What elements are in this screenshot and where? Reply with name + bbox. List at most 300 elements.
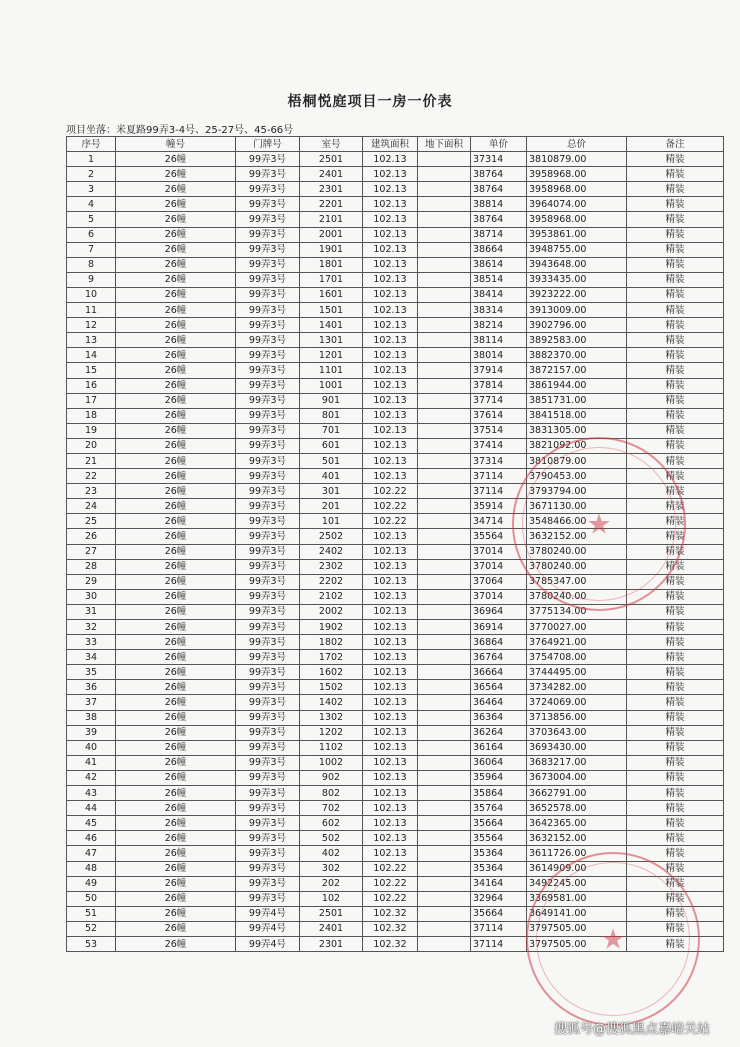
cell-remark: 精装 xyxy=(627,680,724,695)
cell-building: 26幢 xyxy=(116,740,236,755)
cell-unit-price: 35664 xyxy=(471,906,527,921)
cell-building: 26幢 xyxy=(116,453,236,468)
cell-building: 26幢 xyxy=(116,665,236,680)
cell-unit-price: 35364 xyxy=(471,861,527,876)
cell-remark: 精装 xyxy=(627,167,724,182)
cell-remark: 精装 xyxy=(627,665,724,680)
cell-basement-area xyxy=(418,725,471,740)
cell-remark: 精装 xyxy=(627,650,724,665)
cell-basement-area xyxy=(418,257,471,272)
cell-basement-area xyxy=(418,272,471,287)
cell-unit-price: 38714 xyxy=(471,227,527,242)
cell-unit-price: 37064 xyxy=(471,574,527,589)
table-row xyxy=(67,725,724,740)
cell-area: 102.22 xyxy=(363,876,418,891)
cell-basement-area xyxy=(418,242,471,257)
cell-room: 1301 xyxy=(300,333,363,348)
cell-building: 26幢 xyxy=(116,725,236,740)
cell-total-price: 3713856.00 xyxy=(527,710,627,725)
page-title: 梧桐悦庭项目一房一价表 xyxy=(287,94,453,110)
cell-building: 26幢 xyxy=(116,786,236,801)
cell-remark: 精装 xyxy=(627,620,724,635)
cell-building: 26幢 xyxy=(116,831,236,846)
cell-room: 502 xyxy=(300,831,363,846)
cell-room: 202 xyxy=(300,876,363,891)
cell-unit-price: 38514 xyxy=(471,272,527,287)
cell-remark: 精装 xyxy=(627,861,724,876)
cell-room: 1401 xyxy=(300,318,363,333)
cell-area: 102.13 xyxy=(363,831,418,846)
cell-remark: 精装 xyxy=(627,408,724,423)
cell-basement-area xyxy=(418,846,471,861)
cell-room: 2301 xyxy=(300,182,363,197)
cell-basement-area xyxy=(418,529,471,544)
table-row xyxy=(67,423,724,438)
cell-room: 2102 xyxy=(300,589,363,604)
table-row xyxy=(67,650,724,665)
cell-remark: 精装 xyxy=(627,499,724,514)
cell-basement-area xyxy=(418,287,471,302)
cell-total-price: 3770027.00 xyxy=(527,620,627,635)
cell-door-number: 99弄3号 xyxy=(236,257,300,272)
cell-building: 26幢 xyxy=(116,438,236,453)
table-row xyxy=(67,303,724,318)
cell-basement-area xyxy=(418,589,471,604)
cell-building: 26幢 xyxy=(116,544,236,559)
table-row xyxy=(67,861,724,876)
cell-building: 26幢 xyxy=(116,906,236,921)
table-row xyxy=(67,620,724,635)
cell-area: 102.13 xyxy=(363,529,418,544)
cell-total-price: 3958968.00 xyxy=(527,167,627,182)
cell-unit-price: 37014 xyxy=(471,559,527,574)
cell-basement-area xyxy=(418,936,471,951)
cell-area: 102.32 xyxy=(363,921,418,936)
cell-index: 10 xyxy=(67,287,116,302)
cell-room: 2002 xyxy=(300,604,363,619)
cell-unit-price: 37714 xyxy=(471,393,527,408)
cell-door-number: 99弄3号 xyxy=(236,544,300,559)
cell-basement-area xyxy=(418,303,471,318)
cell-room: 2201 xyxy=(300,197,363,212)
cell-basement-area xyxy=(418,499,471,514)
cell-basement-area xyxy=(418,740,471,755)
table-row xyxy=(67,695,724,710)
cell-area: 102.13 xyxy=(363,846,418,861)
cell-unit-price: 38414 xyxy=(471,287,527,302)
cell-building: 26幢 xyxy=(116,272,236,287)
cell-room: 801 xyxy=(300,408,363,423)
cell-basement-area xyxy=(418,348,471,363)
cell-building: 26幢 xyxy=(116,680,236,695)
cell-remark: 精装 xyxy=(627,846,724,861)
cell-area: 102.13 xyxy=(363,318,418,333)
cell-area: 102.13 xyxy=(363,665,418,680)
table-row xyxy=(67,453,724,468)
cell-room: 102 xyxy=(300,891,363,906)
cell-room: 301 xyxy=(300,484,363,499)
cell-room: 2501 xyxy=(300,152,363,167)
project-location: 项目坐落：米夏路99弄3-4号、25-27号、45-66号 xyxy=(66,125,294,136)
cell-building: 26幢 xyxy=(116,469,236,484)
cell-remark: 精装 xyxy=(627,469,724,484)
cell-door-number: 99弄3号 xyxy=(236,876,300,891)
cell-index: 34 xyxy=(67,650,116,665)
cell-basement-area xyxy=(418,423,471,438)
cell-room: 1602 xyxy=(300,665,363,680)
cell-unit-price: 38014 xyxy=(471,348,527,363)
cell-room: 2402 xyxy=(300,544,363,559)
header-unit-price: 单价 xyxy=(471,137,527,152)
cell-total-price: 3780240.00 xyxy=(527,559,627,574)
cell-building: 26幢 xyxy=(116,770,236,785)
cell-total-price: 3851731.00 xyxy=(527,393,627,408)
cell-area: 102.13 xyxy=(363,242,418,257)
cell-area: 102.13 xyxy=(363,650,418,665)
cell-room: 1302 xyxy=(300,710,363,725)
cell-index: 45 xyxy=(67,816,116,831)
cell-total-price: 3902796.00 xyxy=(527,318,627,333)
cell-unit-price: 37114 xyxy=(471,469,527,484)
cell-area: 102.13 xyxy=(363,393,418,408)
cell-total-price: 3913009.00 xyxy=(527,303,627,318)
cell-unit-price: 36164 xyxy=(471,740,527,755)
cell-area: 102.13 xyxy=(363,167,418,182)
cell-building: 26幢 xyxy=(116,876,236,891)
table-row xyxy=(67,936,724,951)
cell-room: 1201 xyxy=(300,348,363,363)
cell-total-price: 3754708.00 xyxy=(527,650,627,665)
seal-star-icon: ★ xyxy=(586,507,612,541)
cell-index: 8 xyxy=(67,257,116,272)
cell-basement-area xyxy=(418,650,471,665)
cell-building: 26幢 xyxy=(116,816,236,831)
cell-basement-area xyxy=(418,469,471,484)
cell-area: 102.13 xyxy=(363,348,418,363)
cell-door-number: 99弄3号 xyxy=(236,514,300,529)
cell-door-number: 99弄3号 xyxy=(236,680,300,695)
cell-room: 201 xyxy=(300,499,363,514)
cell-unit-price: 37814 xyxy=(471,378,527,393)
cell-basement-area xyxy=(418,438,471,453)
cell-room: 1701 xyxy=(300,272,363,287)
header-total-price: 总价 xyxy=(527,137,627,152)
cell-area: 102.13 xyxy=(363,257,418,272)
cell-door-number: 99弄3号 xyxy=(236,786,300,801)
cell-unit-price: 36664 xyxy=(471,665,527,680)
cell-unit-price: 38314 xyxy=(471,303,527,318)
cell-remark: 精装 xyxy=(627,544,724,559)
table-row xyxy=(67,318,724,333)
cell-area: 102.13 xyxy=(363,423,418,438)
cell-door-number: 99弄3号 xyxy=(236,574,300,589)
cell-area: 102.32 xyxy=(363,906,418,921)
cell-index: 5 xyxy=(67,212,116,227)
header-remark: 备注 xyxy=(627,137,724,152)
cell-index: 29 xyxy=(67,574,116,589)
cell-total-price: 3943648.00 xyxy=(527,257,627,272)
cell-door-number: 99弄3号 xyxy=(236,831,300,846)
cell-index: 23 xyxy=(67,484,116,499)
cell-area: 102.13 xyxy=(363,227,418,242)
table-row xyxy=(67,408,724,423)
table-row xyxy=(67,740,724,755)
cell-index: 38 xyxy=(67,710,116,725)
cell-unit-price: 36464 xyxy=(471,695,527,710)
cell-total-price: 3831305.00 xyxy=(527,423,627,438)
cell-unit-price: 32964 xyxy=(471,891,527,906)
cell-index: 26 xyxy=(67,529,116,544)
cell-door-number: 99弄3号 xyxy=(236,287,300,302)
cell-unit-price: 38764 xyxy=(471,167,527,182)
cell-index: 30 xyxy=(67,589,116,604)
cell-unit-price: 36364 xyxy=(471,710,527,725)
cell-building: 26幢 xyxy=(116,393,236,408)
cell-area: 102.13 xyxy=(363,152,418,167)
cell-total-price: 3785347.00 xyxy=(527,574,627,589)
table-row xyxy=(67,438,724,453)
cell-area: 102.13 xyxy=(363,363,418,378)
table-row xyxy=(67,574,724,589)
cell-remark: 精装 xyxy=(627,906,724,921)
cell-total-price: 3780240.00 xyxy=(527,589,627,604)
cell-unit-price: 37314 xyxy=(471,453,527,468)
cell-room: 1502 xyxy=(300,680,363,695)
cell-unit-price: 35564 xyxy=(471,831,527,846)
cell-area: 102.13 xyxy=(363,408,418,423)
cell-area: 102.13 xyxy=(363,770,418,785)
cell-remark: 精装 xyxy=(627,635,724,650)
cell-remark: 精装 xyxy=(627,770,724,785)
cell-room: 1901 xyxy=(300,242,363,257)
table-row xyxy=(67,469,724,484)
cell-area: 102.13 xyxy=(363,574,418,589)
cell-remark: 精装 xyxy=(627,891,724,906)
cell-area: 102.13 xyxy=(363,197,418,212)
table-row xyxy=(67,378,724,393)
cell-area: 102.13 xyxy=(363,680,418,695)
cell-basement-area xyxy=(418,831,471,846)
cell-building: 26幢 xyxy=(116,936,236,951)
cell-building: 26幢 xyxy=(116,620,236,635)
cell-area: 102.13 xyxy=(363,740,418,755)
cell-door-number: 99弄4号 xyxy=(236,921,300,936)
cell-basement-area xyxy=(418,484,471,499)
cell-room: 902 xyxy=(300,770,363,785)
cell-door-number: 99弄3号 xyxy=(236,665,300,680)
cell-total-price: 3703643.00 xyxy=(527,725,627,740)
cell-index: 13 xyxy=(67,333,116,348)
cell-remark: 精装 xyxy=(627,212,724,227)
cell-building: 26幢 xyxy=(116,589,236,604)
cell-building: 26幢 xyxy=(116,921,236,936)
table-row xyxy=(67,197,724,212)
cell-door-number: 99弄3号 xyxy=(236,408,300,423)
cell-total-price: 3611726.00 xyxy=(527,846,627,861)
cell-room: 402 xyxy=(300,846,363,861)
cell-index: 18 xyxy=(67,408,116,423)
cell-door-number: 99弄3号 xyxy=(236,378,300,393)
cell-room: 1202 xyxy=(300,725,363,740)
cell-unit-price: 38764 xyxy=(471,212,527,227)
cell-remark: 精装 xyxy=(627,589,724,604)
cell-basement-area xyxy=(418,755,471,770)
cell-index: 21 xyxy=(67,453,116,468)
cell-index: 16 xyxy=(67,378,116,393)
cell-remark: 精装 xyxy=(627,725,724,740)
cell-unit-price: 37114 xyxy=(471,484,527,499)
cell-index: 1 xyxy=(67,152,116,167)
cell-room: 2501 xyxy=(300,906,363,921)
cell-remark: 精装 xyxy=(627,227,724,242)
cell-room: 501 xyxy=(300,453,363,468)
cell-building: 26幢 xyxy=(116,846,236,861)
cell-remark: 精装 xyxy=(627,936,724,951)
cell-total-price: 3964074.00 xyxy=(527,197,627,212)
cell-index: 39 xyxy=(67,725,116,740)
cell-door-number: 99弄3号 xyxy=(236,589,300,604)
cell-door-number: 99弄3号 xyxy=(236,861,300,876)
cell-index: 31 xyxy=(67,604,116,619)
cell-remark: 精装 xyxy=(627,423,724,438)
cell-room: 2401 xyxy=(300,921,363,936)
cell-basement-area xyxy=(418,378,471,393)
table-row xyxy=(67,499,724,514)
cell-remark: 精装 xyxy=(627,695,724,710)
cell-remark: 精装 xyxy=(627,921,724,936)
cell-room: 602 xyxy=(300,816,363,831)
cell-remark: 精装 xyxy=(627,831,724,846)
cell-room: 1001 xyxy=(300,378,363,393)
table-header-row xyxy=(67,137,724,152)
cell-index: 44 xyxy=(67,801,116,816)
cell-index: 47 xyxy=(67,846,116,861)
cell-room: 901 xyxy=(300,393,363,408)
cell-index: 7 xyxy=(67,242,116,257)
table-row xyxy=(67,816,724,831)
cell-door-number: 99弄4号 xyxy=(236,936,300,951)
cell-total-price: 3548466.00 xyxy=(527,514,627,529)
table-row xyxy=(67,348,724,363)
table-row xyxy=(67,755,724,770)
cell-total-price: 3872157.00 xyxy=(527,363,627,378)
table-row xyxy=(67,484,724,499)
cell-index: 36 xyxy=(67,680,116,695)
cell-index: 37 xyxy=(67,695,116,710)
cell-basement-area xyxy=(418,816,471,831)
cell-door-number: 99弄3号 xyxy=(236,303,300,318)
cell-index: 51 xyxy=(67,906,116,921)
cell-remark: 精装 xyxy=(627,786,724,801)
cell-unit-price: 35764 xyxy=(471,801,527,816)
cell-room: 1601 xyxy=(300,287,363,302)
cell-index: 24 xyxy=(67,499,116,514)
cell-remark: 精装 xyxy=(627,438,724,453)
cell-total-price: 3793794.00 xyxy=(527,484,627,499)
cell-remark: 精装 xyxy=(627,348,724,363)
cell-area: 102.13 xyxy=(363,604,418,619)
cell-area: 102.13 xyxy=(363,695,418,710)
cell-index: 6 xyxy=(67,227,116,242)
cell-room: 1402 xyxy=(300,695,363,710)
table-row xyxy=(67,635,724,650)
cell-unit-price: 34714 xyxy=(471,514,527,529)
cell-room: 2101 xyxy=(300,212,363,227)
cell-door-number: 99弄3号 xyxy=(236,816,300,831)
table-row xyxy=(67,242,724,257)
cell-index: 28 xyxy=(67,559,116,574)
cell-door-number: 99弄3号 xyxy=(236,801,300,816)
cell-door-number: 99弄3号 xyxy=(236,182,300,197)
cell-door-number: 99弄3号 xyxy=(236,650,300,665)
table-row xyxy=(67,846,724,861)
cell-remark: 精装 xyxy=(627,182,724,197)
cell-area: 102.13 xyxy=(363,303,418,318)
cell-unit-price: 36764 xyxy=(471,650,527,665)
cell-area: 102.13 xyxy=(363,725,418,740)
cell-room: 1101 xyxy=(300,363,363,378)
cell-basement-area xyxy=(418,604,471,619)
cell-door-number: 99弄3号 xyxy=(236,167,300,182)
cell-total-price: 3810879.00 xyxy=(527,152,627,167)
table-row xyxy=(67,801,724,816)
cell-room: 1802 xyxy=(300,635,363,650)
cell-room: 2301 xyxy=(300,936,363,951)
cell-basement-area xyxy=(418,453,471,468)
cell-index: 33 xyxy=(67,635,116,650)
cell-unit-price: 35864 xyxy=(471,786,527,801)
cell-remark: 精装 xyxy=(627,529,724,544)
cell-remark: 精装 xyxy=(627,514,724,529)
cell-unit-price: 37114 xyxy=(471,936,527,951)
cell-room: 1702 xyxy=(300,650,363,665)
cell-remark: 精装 xyxy=(627,755,724,770)
cell-basement-area xyxy=(418,514,471,529)
cell-door-number: 99弄3号 xyxy=(236,197,300,212)
cell-unit-price: 36964 xyxy=(471,604,527,619)
cell-door-number: 99弄3号 xyxy=(236,212,300,227)
table-row xyxy=(67,393,724,408)
cell-total-price: 3683217.00 xyxy=(527,755,627,770)
cell-index: 22 xyxy=(67,469,116,484)
header-area: 建筑面积 xyxy=(363,137,418,152)
cell-total-price: 3780240.00 xyxy=(527,544,627,559)
cell-index: 15 xyxy=(67,363,116,378)
cell-remark: 精装 xyxy=(627,333,724,348)
table-row xyxy=(67,544,724,559)
cell-total-price: 3369581.00 xyxy=(527,891,627,906)
cell-total-price: 3614909.00 xyxy=(527,861,627,876)
cell-door-number: 99弄3号 xyxy=(236,499,300,514)
cell-index: 4 xyxy=(67,197,116,212)
cell-area: 102.13 xyxy=(363,710,418,725)
header-door-number: 门牌号 xyxy=(236,137,300,152)
cell-door-number: 99弄3号 xyxy=(236,846,300,861)
cell-building: 26幢 xyxy=(116,212,236,227)
table-row xyxy=(67,272,724,287)
cell-area: 102.13 xyxy=(363,182,418,197)
cell-index: 52 xyxy=(67,921,116,936)
cell-remark: 精装 xyxy=(627,740,724,755)
cell-index: 46 xyxy=(67,831,116,846)
cell-building: 26幢 xyxy=(116,529,236,544)
cell-basement-area xyxy=(418,635,471,650)
cell-unit-price: 35964 xyxy=(471,770,527,785)
cell-total-price: 3948755.00 xyxy=(527,242,627,257)
cell-remark: 精装 xyxy=(627,257,724,272)
cell-index: 35 xyxy=(67,665,116,680)
cell-index: 25 xyxy=(67,514,116,529)
